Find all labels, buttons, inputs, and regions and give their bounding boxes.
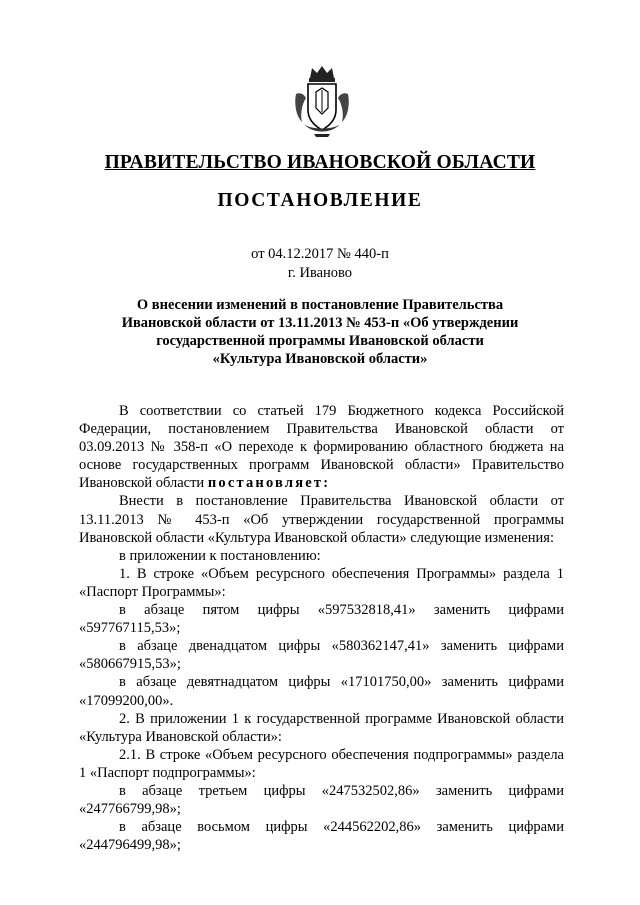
- body-paragraph: в абзаце пятом цифры «597532818,41» заменить цифрами «597767115,53»;: [79, 602, 564, 637]
- body-paragraph: в абзаце девятнадцатом цифры «17101750,00» заменить цифрами «17099200,00».: [79, 674, 564, 709]
- coat-of-arms-icon: [290, 64, 354, 138]
- body-paragraph: в приложении к постановлению:: [119, 547, 321, 564]
- body-paragraph: в абзаце двенадцатом цифры «580362147,41» заменить цифрами «580667915,53»;: [79, 638, 564, 673]
- body-paragraph: 2. В приложении 1 к государственной программе Ивановской области «Культура Ивановской области»:: [79, 710, 564, 745]
- preamble-paragraph: [79, 402, 564, 492]
- document-body: [79, 402, 564, 854]
- body-paragraph: в абзаце третьем цифры «247532502,86» заменить цифрами «247766799,98»;: [79, 782, 564, 818]
- resolves-word: постановляет: [207, 475, 324, 492]
- document-title: [100, 296, 540, 368]
- body-paragraph: 2.1. В строке «Объем ресурсного обеспечения подпрограммы» раздела 1 «Паспорт подпрограммы»:: [79, 746, 564, 781]
- document-date-number: от 04.12.2017 № 440-п: [251, 246, 389, 262]
- preamble-text: В соответствии со статьей 179 Бюджетного кодекса Российской Федерации, постановлением Правительства Ивановской области от 03.09.2013 № 358-п «О переходе к формированию областного бюджета на основе государственных программ Ивановской области» Правительство Ивановской области: [79, 403, 564, 492]
- document-city: г. Иваново: [287, 265, 353, 281]
- organization-name: ПРАВИТЕЛЬСТВО ИВАНОВСКОЙ ОБЛАСТИ: [104, 152, 536, 173]
- resolves-colon: :: [323, 475, 331, 492]
- body-paragraph: в абзаце восьмом цифры «244562202,86» заменить цифрами «244796499,98»;: [79, 819, 564, 854]
- title-line: О внесении изменений в постановление Правительства: [136, 297, 504, 313]
- body-paragraph: Внести в постановление Правительства Ивановской области от 13.11.2013 № 453-п «Об утверждении государственной программы Ивановской области «Культура Ивановской области» следующие изменения:: [79, 493, 564, 546]
- document-type: ПОСТАНОВЛЕНИЕ: [217, 190, 423, 211]
- title-line: государственной программы Ивановской области: [156, 333, 484, 349]
- title-line: «Культура Ивановской области»: [212, 351, 428, 367]
- body-paragraph: 1. В строке «Объем ресурсного обеспечения Программы» раздела 1 «Паспорт Программы»:: [79, 565, 564, 600]
- title-line: Ивановской области от 13.11.2013 № 453-п «Об утверждении: [121, 315, 519, 331]
